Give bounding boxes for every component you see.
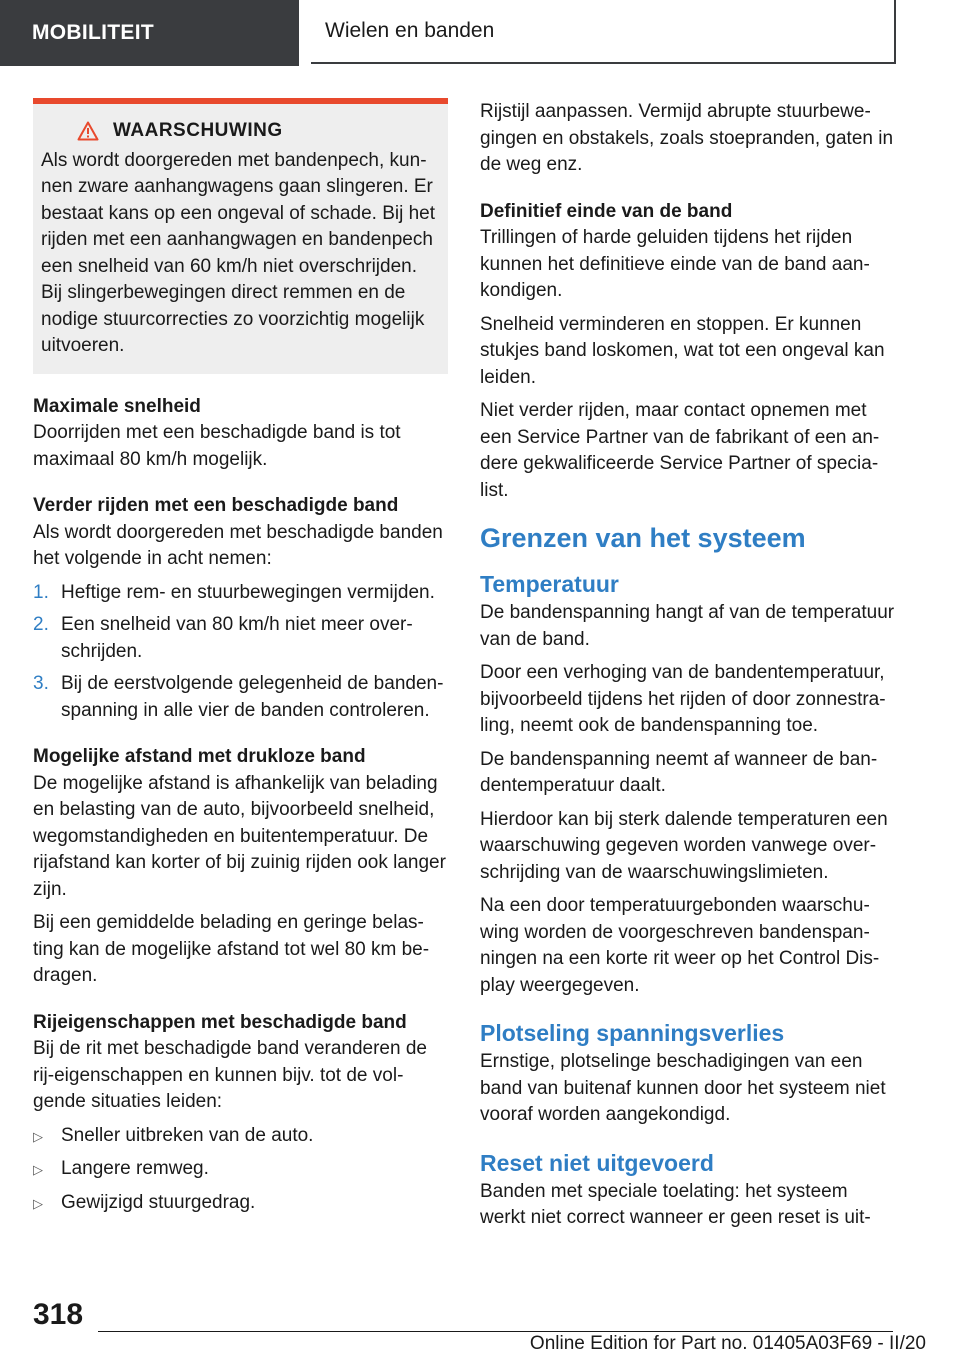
temp-text-2: Door een verhoging van de bandentemperatuur, bijvoorbeeld tijdens het rijden of door zonnestraling, neemt ook de bandenspanning toe. (480, 662, 886, 736)
temp-text-4: Hierdoor kan bij sterk dalende temperaturen een waarschuwing gegeven worden vanwege overschrijding van de waarschuwingslimieten. (480, 808, 888, 883)
list-item (33, 1123, 448, 1151)
triangle-bullet-icon: ▷ (33, 1195, 43, 1211)
temp-text-1: De bandenspanning hangt af van de temperatuur van de band. (480, 602, 895, 650)
distance-title: Mogelijke afstand met drukloze band (33, 746, 366, 767)
temp-text-5: Na een door temperatuurgebonden waarschuwing worden de voorgeschreven bandenspanningen na een korte rit weer op het Control Display weergegeven. (480, 895, 880, 996)
section-continue-driving (33, 493, 448, 724)
warning-triangle-icon (77, 121, 99, 141)
section-max-speed (33, 394, 448, 474)
edition-note: Online Edition for Part no. 01405A03F69 - II/20 (529, 1333, 926, 1354)
intro-text: Rijstijl aanpassen. Vermijd abrupte stuurbewegingen en obstakels, zoals stoepranden, gaten in de weg enz. (480, 101, 894, 175)
steps-list (33, 580, 448, 725)
final-text-2: Snelheid verminderen en stoppen. Er kunnen stukjes band loskomen, wat tot een ongeval kan leiden. (480, 313, 885, 388)
max-speed-title: Maximale snelheid (33, 395, 201, 417)
bullet-text: Sneller uitbreken van de auto. (61, 1124, 314, 1146)
header-section-label: MOBILITEIT (32, 21, 154, 44)
step-text: Een snelheid van 80 km/h niet meer overschrijden. (61, 614, 413, 662)
handling-bullets (33, 1123, 448, 1218)
section-final-end (480, 199, 898, 505)
final-title: Definitief einde van de band (480, 200, 733, 222)
pressure-loss-text: Ernstige, plotselinge beschadigingen van een band van buitenaf kunnen door het systeem niet vooraf worden aangekondigd. (480, 1051, 886, 1125)
list-item (33, 1156, 448, 1184)
temp-text-3: De bandenspanning neemt af wanneer de bandentemperatuur daalt. (480, 748, 878, 796)
reset-heading: Reset niet uitgevoerd (480, 1149, 714, 1176)
step-number: 3. (33, 673, 49, 694)
final-text-1: Trillingen of harde geluiden tijdens het rijden kunnen het definitieve einde van de band aankondigen. (480, 227, 870, 301)
continue-text: Als wordt doorgereden met beschadigde banden het volgende in acht nemen: (33, 521, 443, 569)
warning-title (41, 118, 436, 145)
warning-text: Als wordt doorgereden met bandenpech, kunnen zware aanhangwagens gaan slingeren. Er bestaat kans op een ongeval of schade. Bij het rijden met een aanhangwagen en bandenpech een snelheid van 60 km/h niet overschrijden. Bij slingerbewegingen direct remmen en de nodige stuurcorrecties zo voorzichtig mogelijk uitvoeren. (41, 149, 435, 356)
triangle-bullet-icon: ▷ (33, 1162, 43, 1177)
right-column (480, 99, 898, 1239)
step-number: 2. (33, 614, 49, 635)
distance-text-1: De mogelijke afstand is afhankelijk van belading en belasting van de auto, bijvoorbeeld snelheid, wegomstandigheden en buitentemperatuur. De rijafstand kan korter of bij zuinig rijden ook langer zijn. (33, 772, 446, 900)
bullet-text: Langere remweg. (61, 1158, 209, 1179)
handling-text: Bij de rit met beschadigde band veranderen de rij-eigenschappen en kunnen bijv. tot de volgende situaties leiden: (33, 1038, 427, 1112)
pressure-loss-heading: Plotseling spanningsverlies (480, 1020, 785, 1046)
limits-heading: Grenzen van het systeem (480, 523, 806, 553)
list-item (33, 1190, 448, 1218)
final-text-3: Niet verder rijden, maar contact opnemen met een Service Partner van de fabrikant of een andere gekwalificeerde Service Partner of specialist. (480, 400, 880, 501)
max-speed-text: Doorrijden met een beschadigde band is tot maximaal 80 km/h mogelijk. (33, 422, 401, 470)
header-chapter-label: Wielen en banden (325, 19, 495, 42)
bullet-text: Gewijzigd stuurgedrag. (61, 1191, 256, 1213)
left-column (33, 98, 448, 1223)
triangle-bullet-icon: ▷ (33, 1128, 43, 1144)
section-distance (33, 744, 448, 990)
list-item (33, 612, 448, 665)
footer-divider (98, 1331, 893, 1332)
step-text: Heftige rem- en stuurbewegingen vermijden. (61, 581, 435, 603)
page-number: 318 (33, 1298, 84, 1331)
handling-title: Rijeigenschappen met beschadigde band (33, 1011, 407, 1033)
list-item (33, 671, 448, 724)
section-handling (33, 1010, 448, 1218)
warning-title-text: WAARSCHUWING (113, 120, 283, 141)
header-chapter-tab (311, 0, 896, 64)
step-number: 1. (33, 581, 49, 603)
header-section-tab (0, 0, 299, 66)
step-text: Bij de eerstvolgende gelegenheid de bandenspanning in alle vier de banden controleren. (61, 673, 444, 721)
distance-text-2: Bij een gemiddelde belading en geringe belasting kan de mogelijke afstand tot wel 80 km bedragen. (33, 912, 430, 986)
reset-text: Banden met speciale toelating: het systeem werkt niet correct wanneer er geen reset is uit- (480, 1180, 871, 1228)
warning-box (33, 98, 448, 374)
continue-title: Verder rijden met een beschadigde band (33, 495, 399, 516)
temperature-heading: Temperatuur (480, 571, 619, 597)
list-item (33, 580, 448, 607)
